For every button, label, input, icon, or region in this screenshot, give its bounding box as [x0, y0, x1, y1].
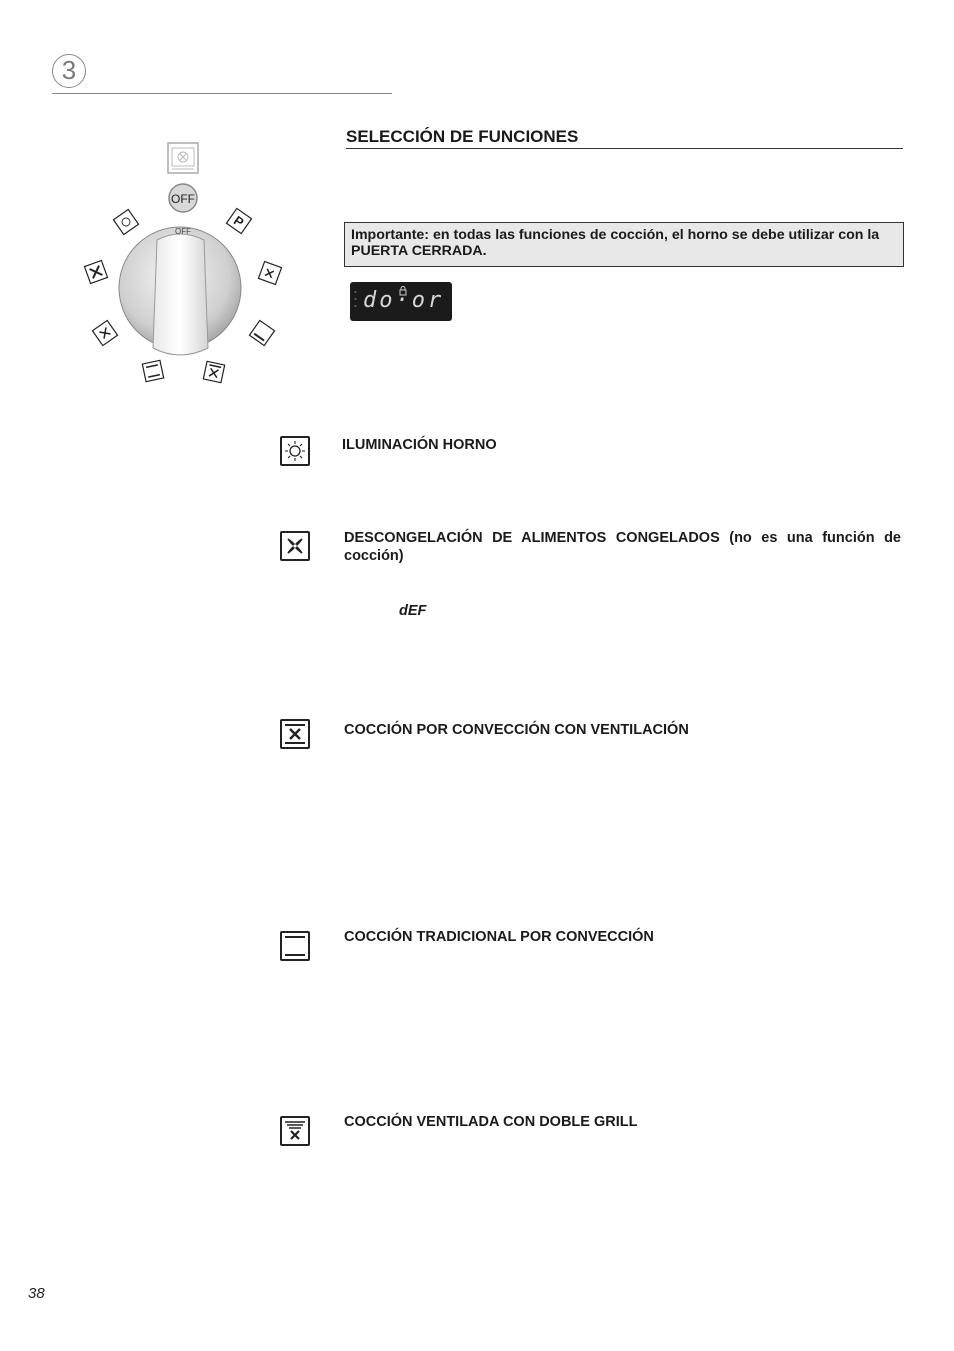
- knob-off-button: OFF: [171, 192, 195, 206]
- page-number: 38: [28, 1285, 45, 1302]
- knob-program-label: P: [230, 212, 247, 231]
- function-selector-knob: [80, 140, 290, 390]
- door-display-text: do·or: [363, 288, 445, 313]
- important-note: Importante: en todas las funciones de cocción, el horno se debe utilizar con la PUERTA CERRADA.: [344, 222, 904, 267]
- function-label-light: ILUMINACIÓN HORNO: [342, 437, 497, 453]
- defrost-display-code: dEF: [399, 603, 427, 619]
- knob-light-icon: [113, 209, 138, 234]
- fan-convection-icon: [280, 719, 310, 749]
- function-label-traditional: COCCIÓN TRADICIONAL POR CONVECCIÓN: [344, 929, 654, 945]
- traditional-convection-icon: [280, 931, 310, 961]
- knob-bottom-heat-icon: [249, 320, 274, 345]
- function-label-double-grill: COCCIÓN VENTILADA CON DOBLE GRILL: [344, 1114, 638, 1130]
- function-label-defrost: DESCONGELACIÓN DE ALIMENTOS CONGELADOS (no es una función de cocción): [344, 530, 901, 564]
- knob-fan-grill-icon: [258, 261, 281, 284]
- oven-light-icon: [280, 436, 310, 466]
- fan-double-grill-icon: [280, 1116, 310, 1146]
- knob-traditional-icon: [142, 360, 163, 381]
- section-title: SELECCIÓN DE FUNCIONES: [346, 127, 903, 149]
- function-label-fan-convection: COCCIÓN POR CONVECCIÓN CON VENTILACIÓN: [344, 722, 689, 738]
- knob-double-grill-icon: [203, 361, 224, 382]
- defrost-fan-icon: [280, 531, 310, 561]
- knob-convection-fan-icon: [92, 320, 117, 345]
- knob-off-caption: OFF: [175, 227, 191, 236]
- knob-defrost-icon: [84, 260, 107, 283]
- chapter-number: 3: [52, 54, 86, 88]
- header-rule: [52, 93, 392, 94]
- door-display: [350, 282, 452, 321]
- display-indicator-icon: [354, 289, 357, 313]
- knob-program-icon: [226, 208, 251, 233]
